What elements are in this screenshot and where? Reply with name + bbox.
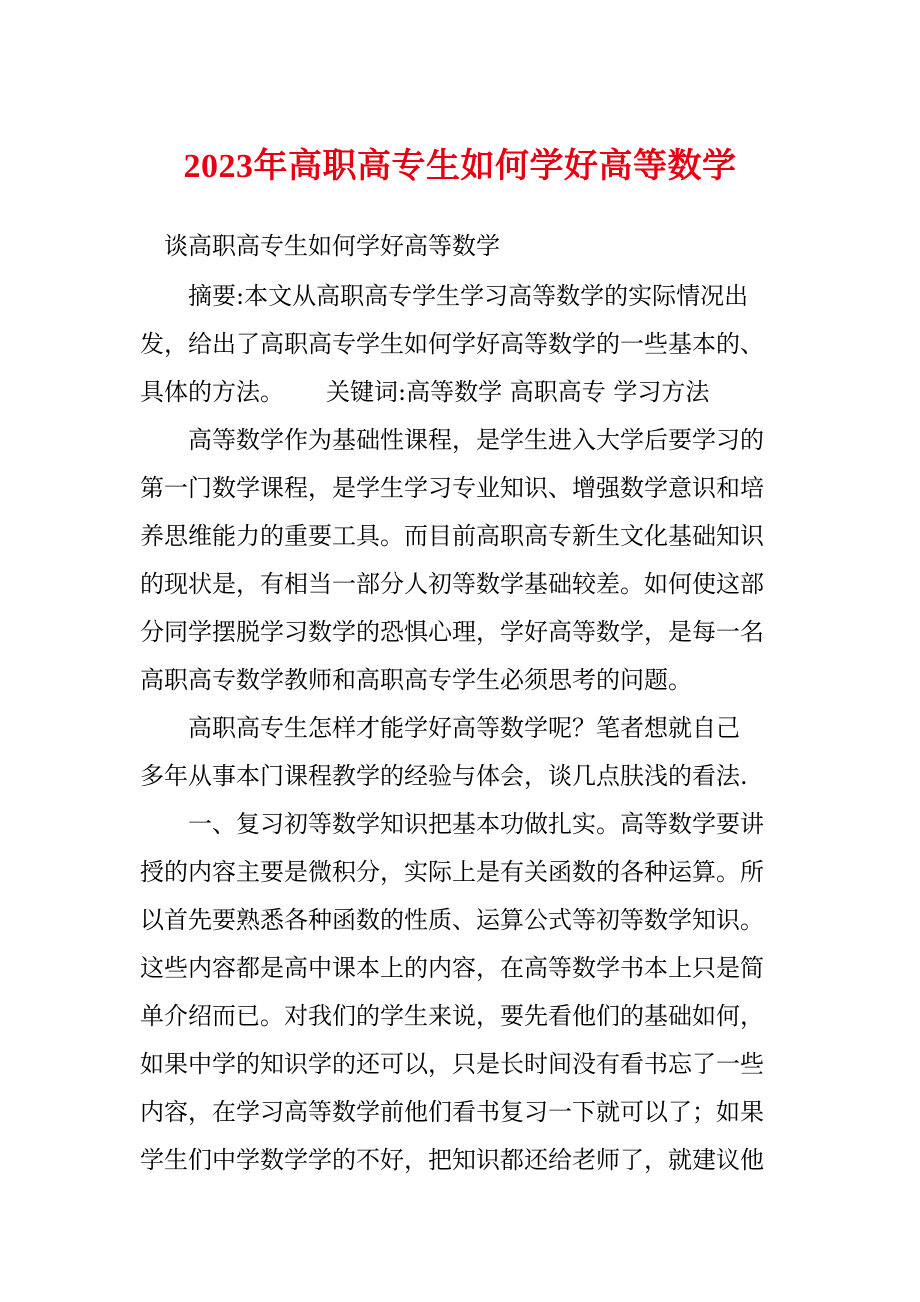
paragraph-line [0,896,920,944]
paragraph-line [0,704,920,752]
paragraph-text: 以首先要熟悉各种函数的性质、运算公式等初等数学知识。 [140,906,764,934]
abstract-line [0,272,920,320]
paragraph-text: 高等数学作为基础性课程，是学生进入大学后要学习的 [188,426,764,454]
paragraph-line [0,608,920,656]
paragraph-line [0,752,920,800]
paragraph-text: 的现状是，有相当一部分人初等数学基础较差。如何使这部 [140,570,764,598]
paragraph-line [0,1040,920,1088]
abstract-line [0,320,920,368]
paragraph-text: 学生们中学数学学的不好，把知识都还给老师了，就建议他 [140,1146,764,1174]
paragraph-text: 养思维能力的重要工具。而目前高职高专新生文化基础知识 [140,522,764,550]
paragraph-line [0,656,920,704]
paragraph-text: 如果中学的知识学的还可以，只是长时间没有看书忘了一些 [140,1050,764,1078]
paragraph-line [0,944,920,992]
subtitle-line [0,222,920,270]
paragraph-text: 这些内容都是高中课本上的内容，在高等数学书本上只是简 [140,954,764,982]
paragraph-text: 分同学摆脱学习数学的恐惧心理，学好高等数学，是每一名 [140,618,764,646]
abstract-line [0,368,920,416]
subtitle: 谈高职高专生如何学好高等数学 [164,232,500,260]
paragraph-text: 内容，在学习高等数学前他们看书复习一下就可以了；如果 [140,1098,764,1126]
abstract-text: 摘要:本文从高职高专学生学习高等数学的实际情况出 [188,282,749,310]
paragraph-text: 第一门数学课程，是学生学习专业知识、增强数学意识和培 [140,474,764,502]
paragraph-text: 高职高专生怎样才能学好高等数学呢？笔者想就自己 [188,714,740,742]
paragraph-text: 授的内容主要是微积分，实际上是有关函数的各种运算。所 [140,858,764,886]
document-title: 2023年高职高专生如何学好高等数学 [183,148,737,185]
paragraph-text: 一、复习初等数学知识把基本功做扎实。高等数学要讲 [188,810,764,838]
paragraph-line [0,512,920,560]
paragraph-line [0,1088,920,1136]
paragraph-text: 高职高专数学教师和高职高专学生必须思考的问题。 [140,666,692,694]
abstract-text: 发，给出了高职高专学生如何学好高等数学的一些基本的、 [140,330,764,358]
paragraph-line [0,1136,920,1184]
paragraph-line [0,848,920,896]
keywords: 关键词:高等数学 高职高专 学习方法 [326,378,710,406]
paragraph-line [0,800,920,848]
paragraph-line [0,464,920,512]
paragraph-text: 单介绍而已。对我们的学生来说，要先看他们的基础如何， [140,1002,764,1030]
paragraph-line [0,560,920,608]
paragraph-line [0,992,920,1040]
paragraph-text: 多年从事本门课程教学的经验与体会，谈几点肤浅的看法. [140,762,748,790]
abstract-text: 具体的方法。 [140,378,284,406]
paragraph-line [0,416,920,464]
